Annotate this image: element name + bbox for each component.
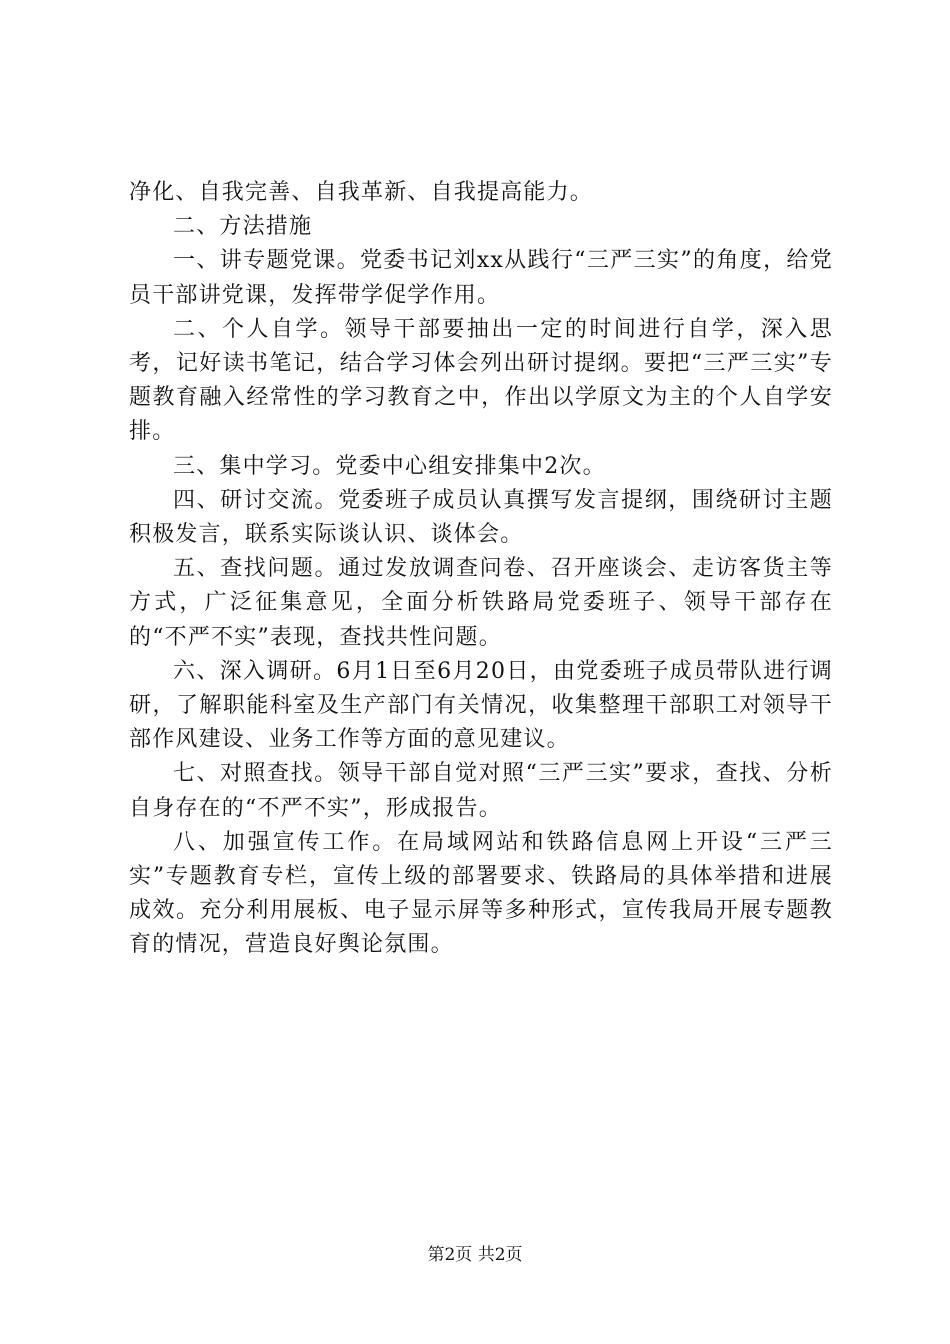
document-body: [129, 176, 833, 963]
section-heading-methods: 二、方法措施: [173, 214, 313, 240]
paragraph-item-2: 二、个人自学。领导干部要抽出一定的时间进行自学，深入思考，记好读书笔记，结合学习体会列出研讨提纲。要把“三严三实”专题教育融入经常性的学习教育之中，作出以学原文为主的个人自学安排。: [129, 316, 833, 445]
paragraph-item-5: 五、查找问题。通过发放调查问卷、召开座谈会、走访客货主等方式，广泛征集意见，全面分析铁路局党委班子、领导干部存在的“不严不实”表现，查找共性问题。: [129, 556, 833, 650]
page-number-footer: 第2页 共2页: [427, 1245, 523, 1265]
paragraph-item-7: 七、对照查找。领导干部自觉对照“三严三实”要求，查找、分析自身存在的“不严不实”，形成报告。: [129, 761, 833, 821]
paragraph-continuation: 净化、自我完善、自我革新、自我提高能力。: [129, 180, 594, 205]
paragraph-item-6: 六、深入调研。6月1日至6月20日，由党委班子成员带队进行调研，了解职能科室及生产部门有关情况，收集整理干部职工对领导干部作风建设、业务工作等方面的意见建议。: [129, 658, 833, 753]
paragraph-item-4: 四、研讨交流。党委班子成员认真撰写发言提纲，围绕研讨主题积极发言，联系实际谈认识、谈体会。: [129, 487, 833, 548]
paragraph-item-3: 三、集中学习。党委中心组安排集中2次。: [173, 453, 606, 479]
paragraph-item-8: 八、加强宣传工作。在局域网站和铁路信息网上开设“三严三实”专题教育专栏，宣传上级的部署要求、铁路局的具体举措和进展成效。充分利用展板、电子显示屏等多种形式，宣传我局开展专题教育的情况，营造良好舆论氛围。: [129, 829, 833, 958]
paragraph-item-1: 一、讲专题党课。党委书记刘xx从践行“三严三实”的角度，给党员干部讲党课，发挥带学促学作用。: [129, 248, 833, 308]
